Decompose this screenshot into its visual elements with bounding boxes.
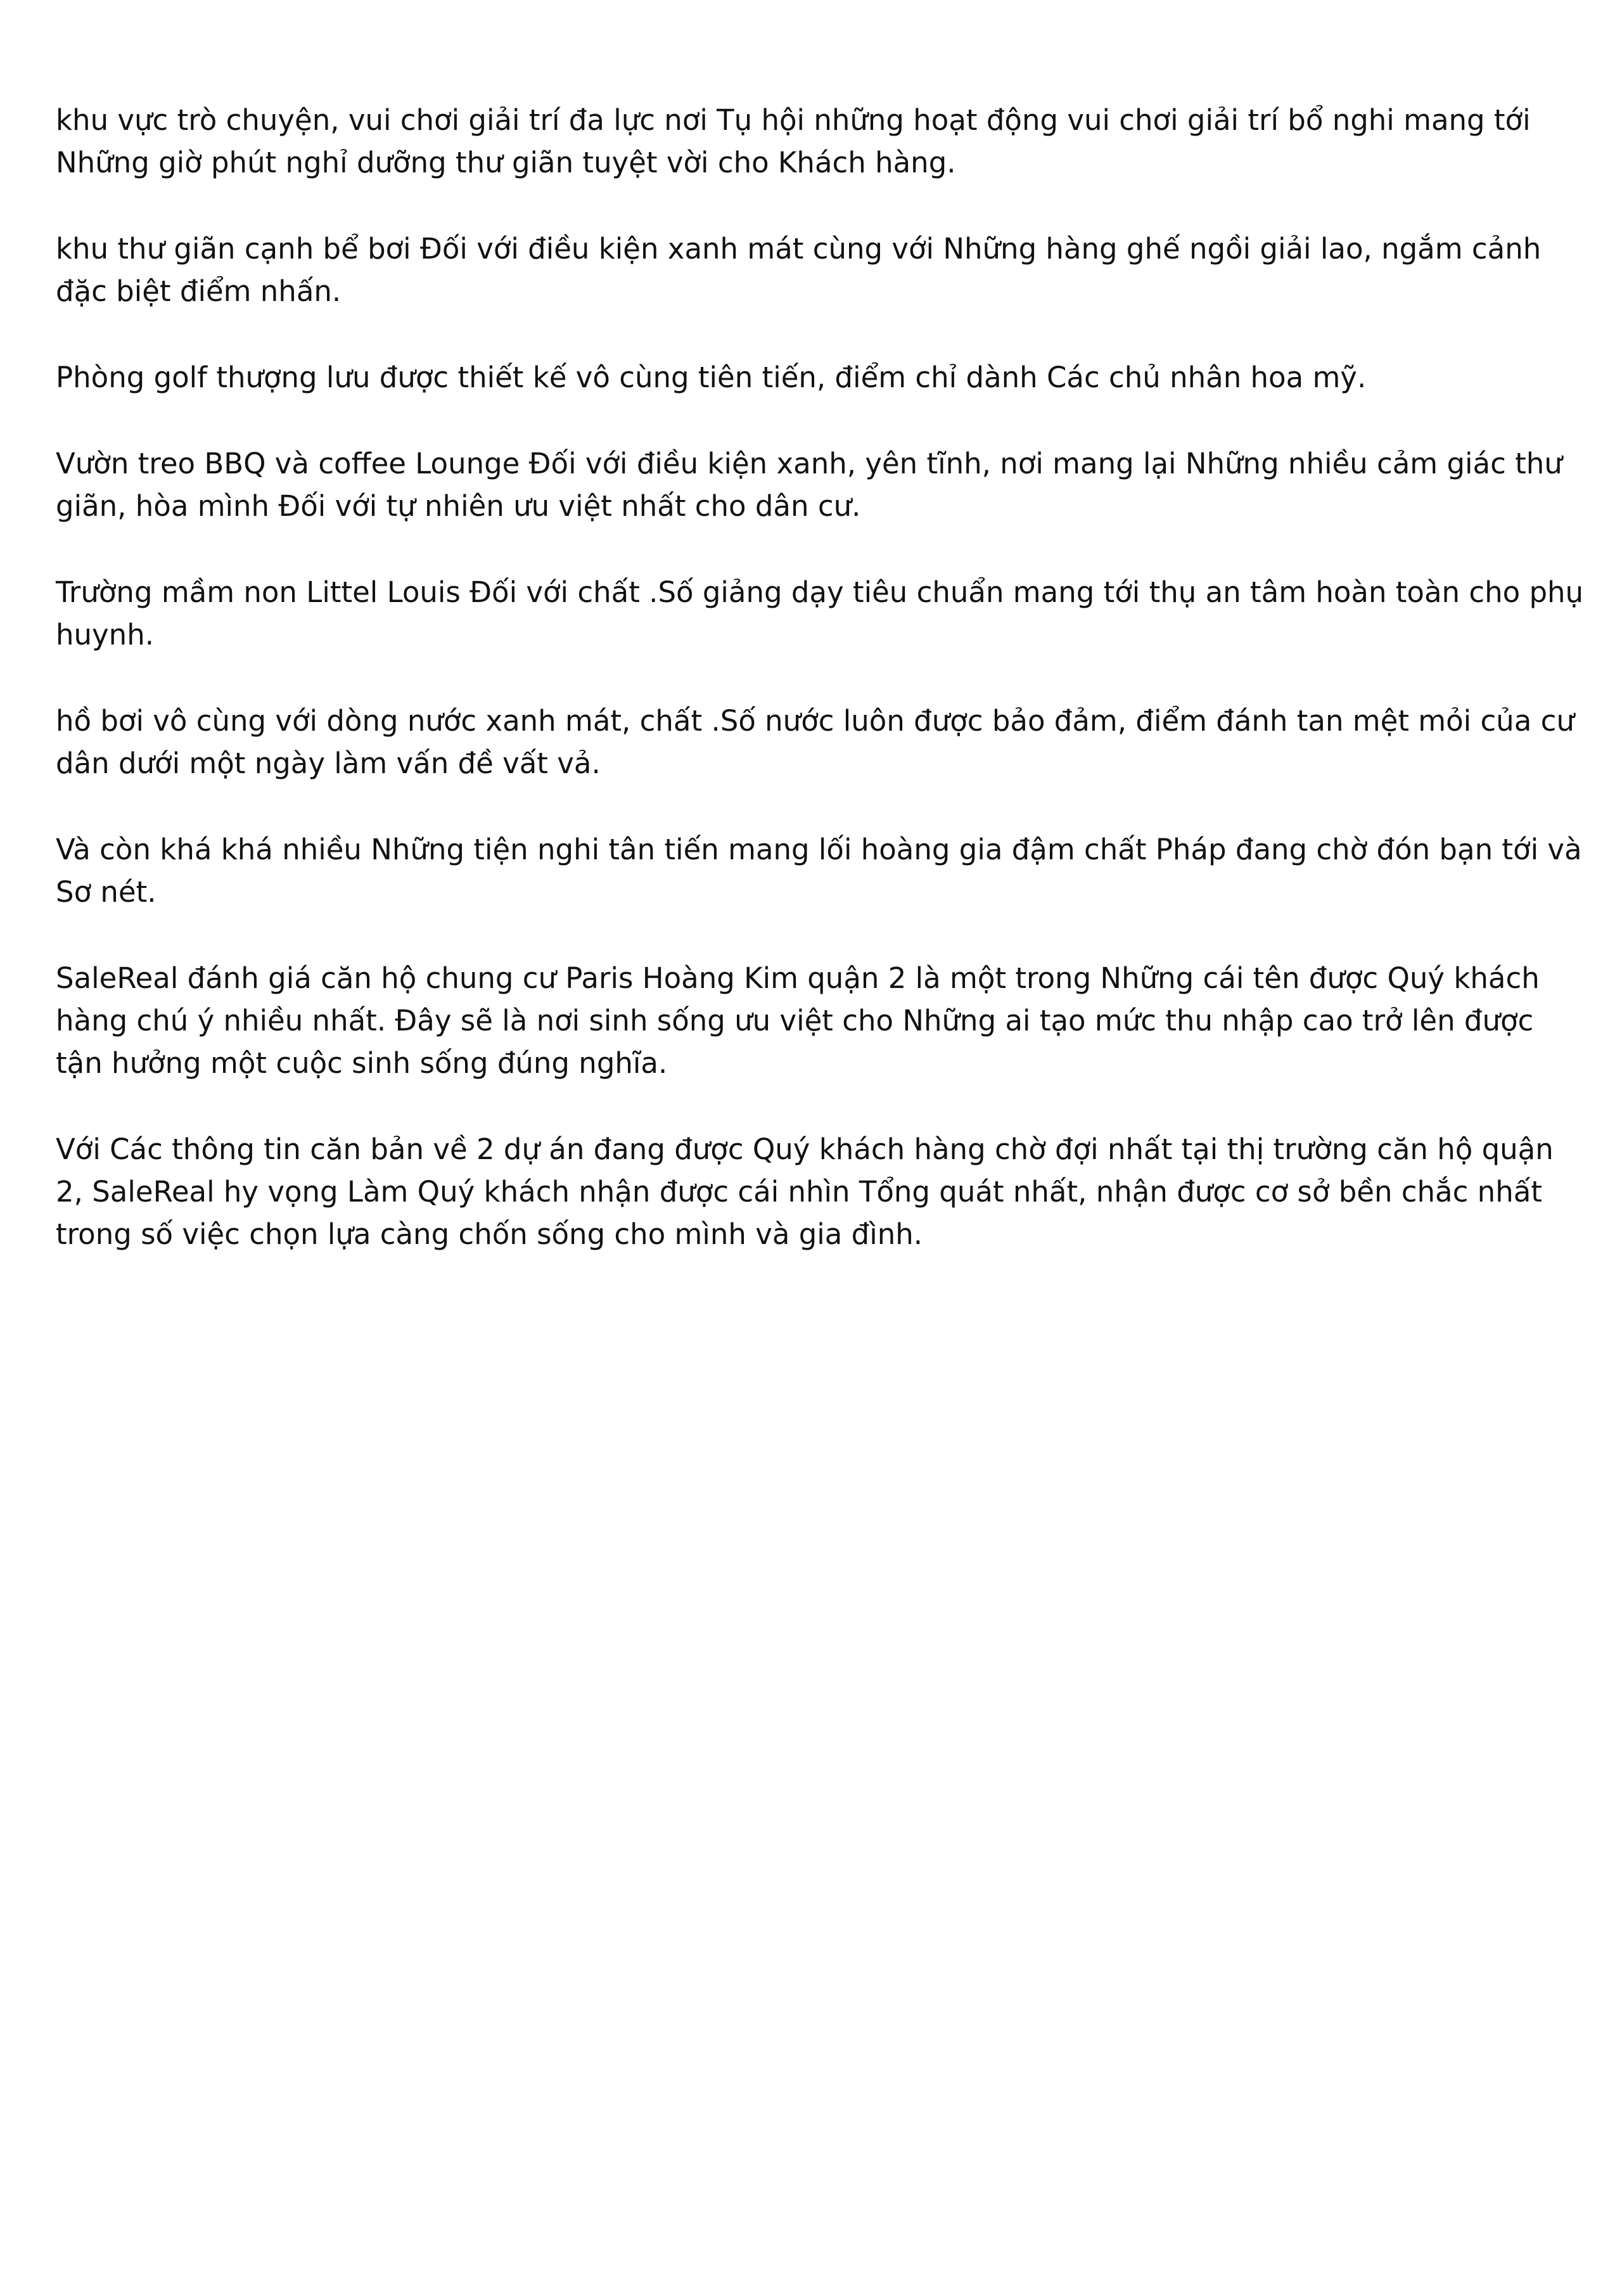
paragraph-bbq-garden: Vườn treo BBQ và coffee Lounge Đối với điều kiện xanh, yên tĩnh, nơi mang lại Những nhiều cảm giác thư giãn, hòa mình Đối với tự nhiên ưu việt nhất cho dân cư.	[56, 447, 1562, 523]
paragraph-amenities-entertainment: khu vực trò chuyện, vui chơi giải trí đa lực nơi Tụ hội những hoạt động vui chơi giải trí bổ nghi mang tới Những giờ phút nghỉ dưỡng thư giãn tuyệt vời cho Khách hàng.	[56, 103, 1531, 179]
paragraph-golf-room: Phòng golf thượng lưu được thiết kế vô cùng tiên tiến, điểm chỉ dành Các chủ nhân hoa mỹ.	[56, 361, 1367, 394]
paragraph-pool-relax-area: khu thư giãn cạnh bể bơi Đối với điều kiện xanh mát cùng với Những hàng ghế ngồi giải lao, ngắm cảnh đặc biệt điểm nhấn.	[56, 232, 1542, 308]
paragraph-kindergarten: Trường mầm non Littel Louis Đối với chất .Số giảng dạy tiêu chuẩn mang tới thụ an tâm hoàn toàn cho phụ huynh.	[56, 575, 1584, 651]
document-page	[56, 99, 1589, 1299]
paragraph-other-amenities: Và còn khá khá nhiều Những tiện nghi tân tiến mang lối hoàng gia đậm chất Pháp đang chờ đón bạn tới và Sơ nét.	[56, 833, 1582, 909]
paragraph-swimming-pool: hồ bơi vô cùng với dòng nước xanh mát, chất .Số nước luôn được bảo đảm, điểm đánh tan mệt mỏi của cư dân dưới một ngày làm vấn đề vất vả.	[56, 704, 1574, 780]
paragraph-conclusion: Với Các thông tin căn bản về 2 dự án đang được Quý khách hàng chờ đợi nhất tại thị trường căn hộ quận 2, SaleReal hy vọng Làm Quý khách nhận được cái nhìn Tổng quát nhất, nhận được cơ sở bền chắc nhất trong số việc chọn lựa càng chốn sống cho mình và gia đình.	[56, 1132, 1554, 1251]
paragraph-salereal-review: SaleReal đánh giá căn hộ chung cư Paris Hoàng Kim quận 2 là một trong Những cái tên được Quý khách hàng chú ý nhiều nhất. Đây sẽ là nơi sinh sống ưu việt cho Những ai tạo mức thu nhập cao trở lên được tận hưởng một cuộc sinh sống đúng nghĩa.	[56, 961, 1540, 1080]
